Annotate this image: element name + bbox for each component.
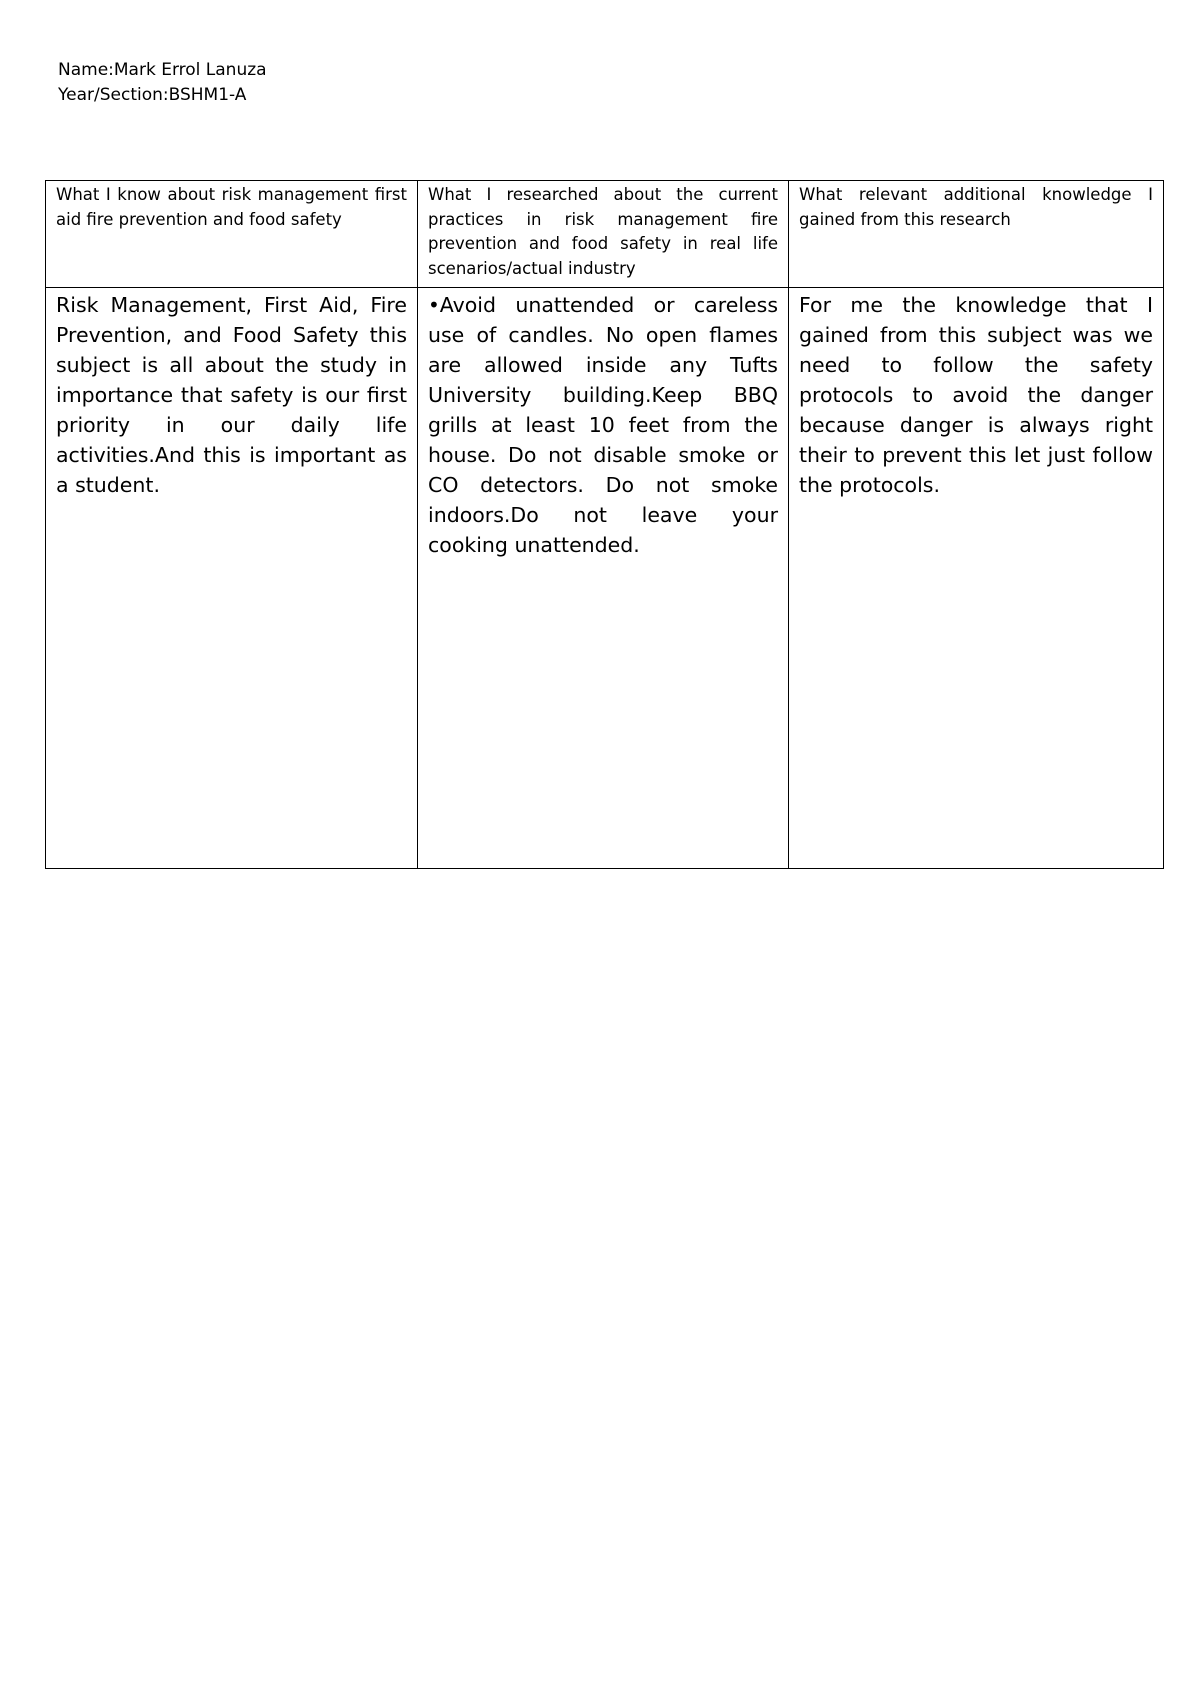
body-cell-researched [418,288,789,869]
body-gained-text: For me the knowledge that I gained from this subject was we need to follow the safety protocols to avoid the danger because danger is always right their to prevent this let just follow the protocols. [799,293,1153,497]
header-gained-text: What relevant additional knowledge I gained from this research [799,185,1153,229]
body-cell-know [46,288,418,869]
body-researched-text: Avoid unattended or careless use of candles. No open flames are allowed inside any Tufts University building.Keep BBQ grills at least 10 feet from the house. Do not disable smoke or CO detectors. Do not smoke indoors.Do not leave your cooking unattended. [428,293,778,557]
header-cell-know [46,181,418,288]
table-header-row [46,181,1164,288]
table-body-row [46,288,1164,869]
body-know-text: Risk Management, First Aid, Fire Prevention, and Food Safety this subject is all about the study in importance that safety is our first priority in our daily life activities.And this is important as a student. [56,293,407,497]
header-cell-gained [789,181,1164,288]
student-name: Name:Mark Errol Lanuza [58,60,267,80]
header-know-text: What I know about risk management first aid fire prevention and food safety [56,185,407,229]
student-info [58,58,267,108]
body-cell-gained [789,288,1164,869]
year-section: Year/Section:BSHM1-A [58,85,247,105]
header-cell-researched [418,181,789,288]
header-researched-text: What I researched about the current practices in risk management fire prevention and food safety in real life scenarios/actual industry [428,185,778,278]
kwl-table [45,180,1164,869]
body-researched-content [428,288,778,560]
bullet-marker: • [428,293,440,317]
